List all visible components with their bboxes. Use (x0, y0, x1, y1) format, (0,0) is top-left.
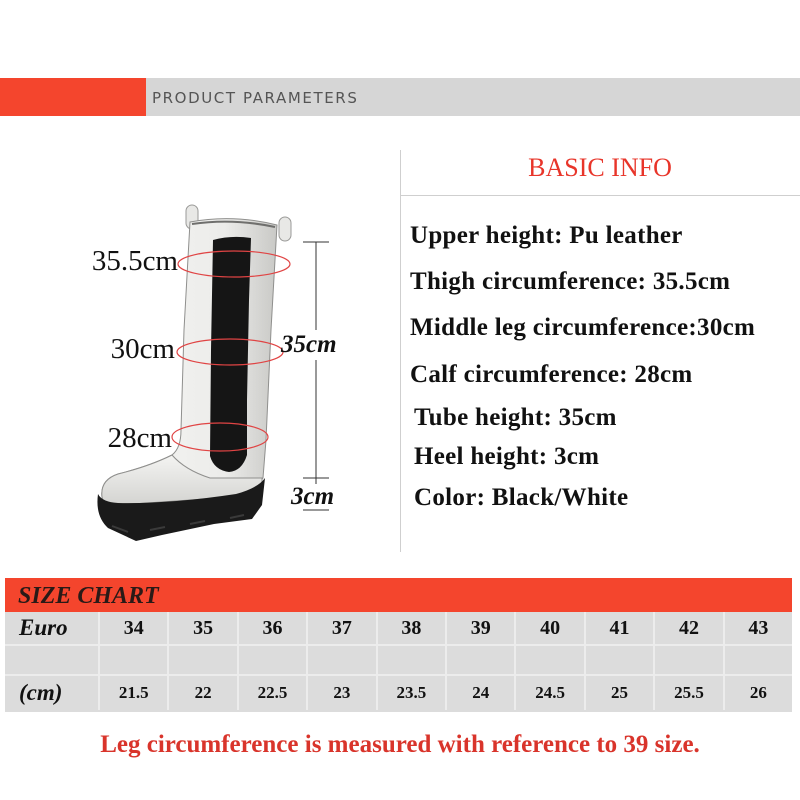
cm-length-cell: 25 (586, 676, 655, 710)
cm-length-cell: 21.5 (100, 676, 169, 710)
vertical-divider (400, 150, 401, 552)
info-heel-height: Heel height: 3cm (414, 443, 600, 470)
euro-size-cell: 34 (100, 612, 169, 644)
table-row-cm (5, 676, 792, 710)
empty-cell (655, 646, 724, 674)
euro-size-cell: 37 (308, 612, 377, 644)
thigh-measure-label: 35.5cm (91, 245, 178, 277)
size-chart-title: SIZE CHART (18, 583, 159, 609)
cm-length-cell: 25.5 (655, 676, 724, 710)
euro-size-cell: 42 (655, 612, 724, 644)
euro-size-cell: 40 (516, 612, 585, 644)
empty-cell (100, 646, 169, 674)
calf-measure-label: 28cm (107, 422, 172, 454)
basic-info-title: BASIC INFO (528, 153, 672, 182)
euro-size-cell: 35 (169, 612, 238, 644)
middle-leg-measure-label: 30cm (110, 333, 175, 365)
cm-row-label: (cm) (5, 676, 100, 710)
table-row-empty (5, 646, 792, 676)
euro-row-label: Euro (5, 612, 100, 644)
table-row-euro (5, 612, 792, 646)
empty-cell (5, 646, 100, 674)
size-chart-table (5, 612, 792, 712)
info-calf-circumference: Calf circumference: 28cm (410, 361, 693, 388)
info-middle-leg-circumference: Middle leg circumference:30cm (410, 314, 756, 341)
cm-length-cell: 24 (447, 676, 516, 710)
euro-size-cell: 36 (239, 612, 308, 644)
euro-size-cell: 38 (378, 612, 447, 644)
cm-length-cell: 23 (308, 676, 377, 710)
elastic-panel (210, 237, 251, 472)
empty-cell (586, 646, 655, 674)
boot-illustration (0, 0, 400, 560)
height-measure-line (303, 242, 329, 510)
cm-length-cell: 22 (169, 676, 238, 710)
tube-height-label: 35cm (281, 331, 337, 358)
cm-length-cell: 26 (749, 683, 767, 702)
euro-size-cell: 39 (447, 612, 516, 644)
empty-cell (516, 646, 585, 674)
empty-cell (169, 646, 238, 674)
info-upper-material: Upper height: Pu leather (410, 222, 683, 249)
horizontal-divider (400, 195, 800, 196)
pull-tab-right (279, 217, 291, 241)
empty-cell (725, 646, 792, 674)
cm-length-cell: 24.5 (516, 676, 585, 710)
empty-cell (378, 646, 447, 674)
header-title: PRODUCT PARAMETERS (152, 89, 359, 107)
info-thigh-circumference: Thigh circumference: 35.5cm (410, 268, 731, 295)
empty-cell (239, 646, 308, 674)
cm-length-cell: 23.5 (378, 676, 447, 710)
empty-cell (447, 646, 516, 674)
heel-height-label: 3cm (291, 483, 335, 510)
euro-size-cell: 43 (748, 616, 769, 639)
info-tube-height: Tube height: 35cm (414, 404, 617, 431)
info-color: Color: Black/White (414, 484, 629, 511)
euro-size-cell: 41 (586, 612, 655, 644)
size-reference-note: Leg circumference is measured with reference to 39 size. (100, 731, 700, 758)
empty-cell (308, 646, 377, 674)
cm-length-cell: 22.5 (239, 676, 308, 710)
